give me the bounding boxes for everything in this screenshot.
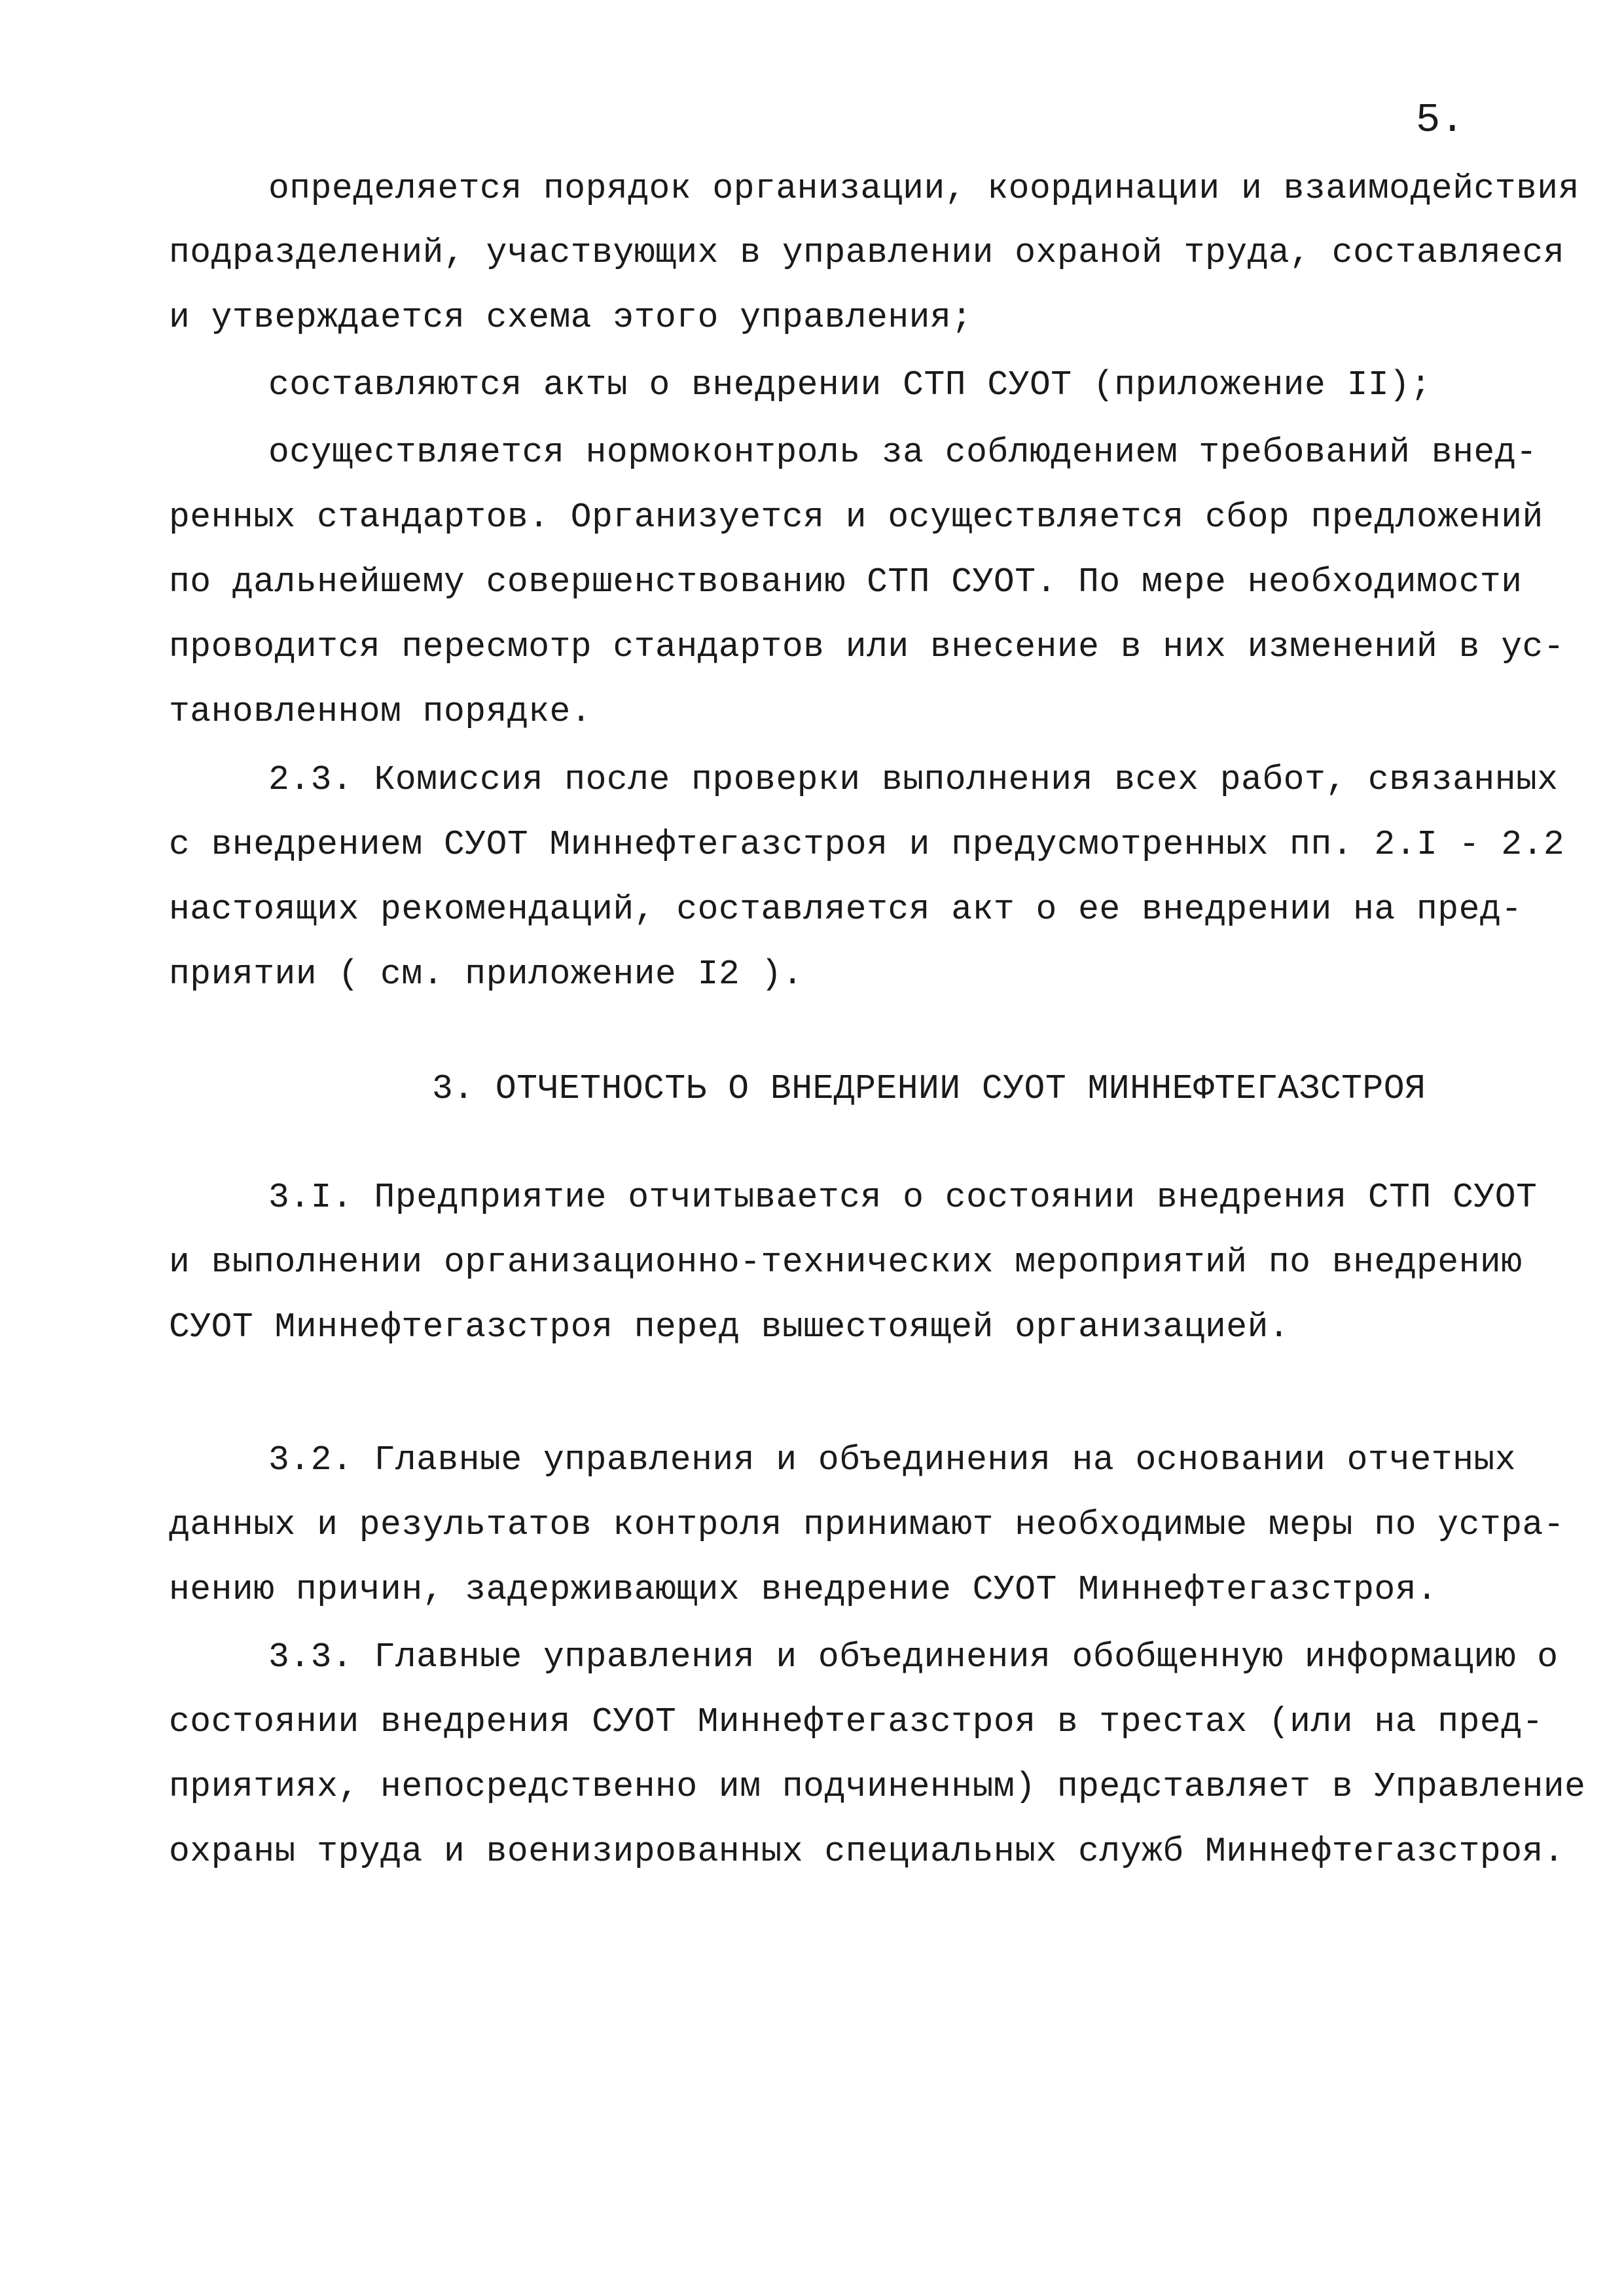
text-line: 3.I. Предприятие отчитывается о состоянии внедрения СТП СУОТ <box>268 1178 1538 1217</box>
text-line: подразделений, участвующих в управлении охраной труда, составляеся <box>169 233 1565 272</box>
text-line: и утверждается схема этого управления; <box>169 298 973 337</box>
text-line: с внедрением СУОТ Миннефтегазстроя и предусмотренных пп. 2.I - 2.2 <box>169 825 1565 864</box>
text-line: приятиях, непосредственно им подчиненным) представляет в Управление <box>169 1767 1586 1806</box>
text-line: по дальнейшему совершенствованию СТП СУОТ. По мере необходимости <box>169 562 1523 602</box>
text-line: 3.2. Главные управления и объединения на основании отчетных <box>268 1440 1517 1480</box>
text-line: ренных стандартов. Организуется и осуществляется сбор предложений <box>169 498 1543 537</box>
text-line: охраны труда и военизированных специальных служб Миннефтегазстроя. <box>169 1832 1565 1871</box>
text-line: определяется порядок организации, координации и взаимодействия <box>268 169 1579 208</box>
text-line: СУОТ Миннефтегазстроя перед вышестоящей организацией. <box>169 1307 1290 1347</box>
text-line: данных и результатов контроля принимают необходимые меры по устра- <box>169 1505 1565 1544</box>
text-line: проводится пересмотр стандартов или внесение в них изменений в ус- <box>169 627 1565 666</box>
text-line: тановленном порядке. <box>169 692 592 731</box>
section-heading: 3. ОТЧЕТНОСТЬ О ВНЕДРЕНИИ СУОТ МИННЕФТЕГАЗСТРОЯ <box>432 1069 1426 1108</box>
text-line: составляются акты о внедрении СТП СУОТ (приложение II); <box>268 365 1432 405</box>
text-line: и выполнении организационно-технических мероприятий по внедрению <box>169 1243 1523 1282</box>
text-line: 2.3. Комиссия после проверки выполнения всех работ, связанных <box>268 760 1559 799</box>
text-line: 3.3. Главные управления и объединения обобщенную информацию о <box>268 1637 1559 1677</box>
page-number: 5. <box>1416 97 1465 143</box>
text-line: нению причин, задерживающих внедрение СУОТ Миннефтегазстроя. <box>169 1570 1438 1609</box>
text-line: настоящих рекомендаций, составляется акт о ее внедрении на пред- <box>169 890 1523 929</box>
text-line: состоянии внедрения СУОТ Миннефтегазстроя в трестах (или на пред- <box>169 1702 1543 1741</box>
text-line: приятии ( см. приложение I2 ). <box>169 955 804 994</box>
text-line: осуществляется нормоконтроль за соблюдением требований внед- <box>268 433 1538 472</box>
